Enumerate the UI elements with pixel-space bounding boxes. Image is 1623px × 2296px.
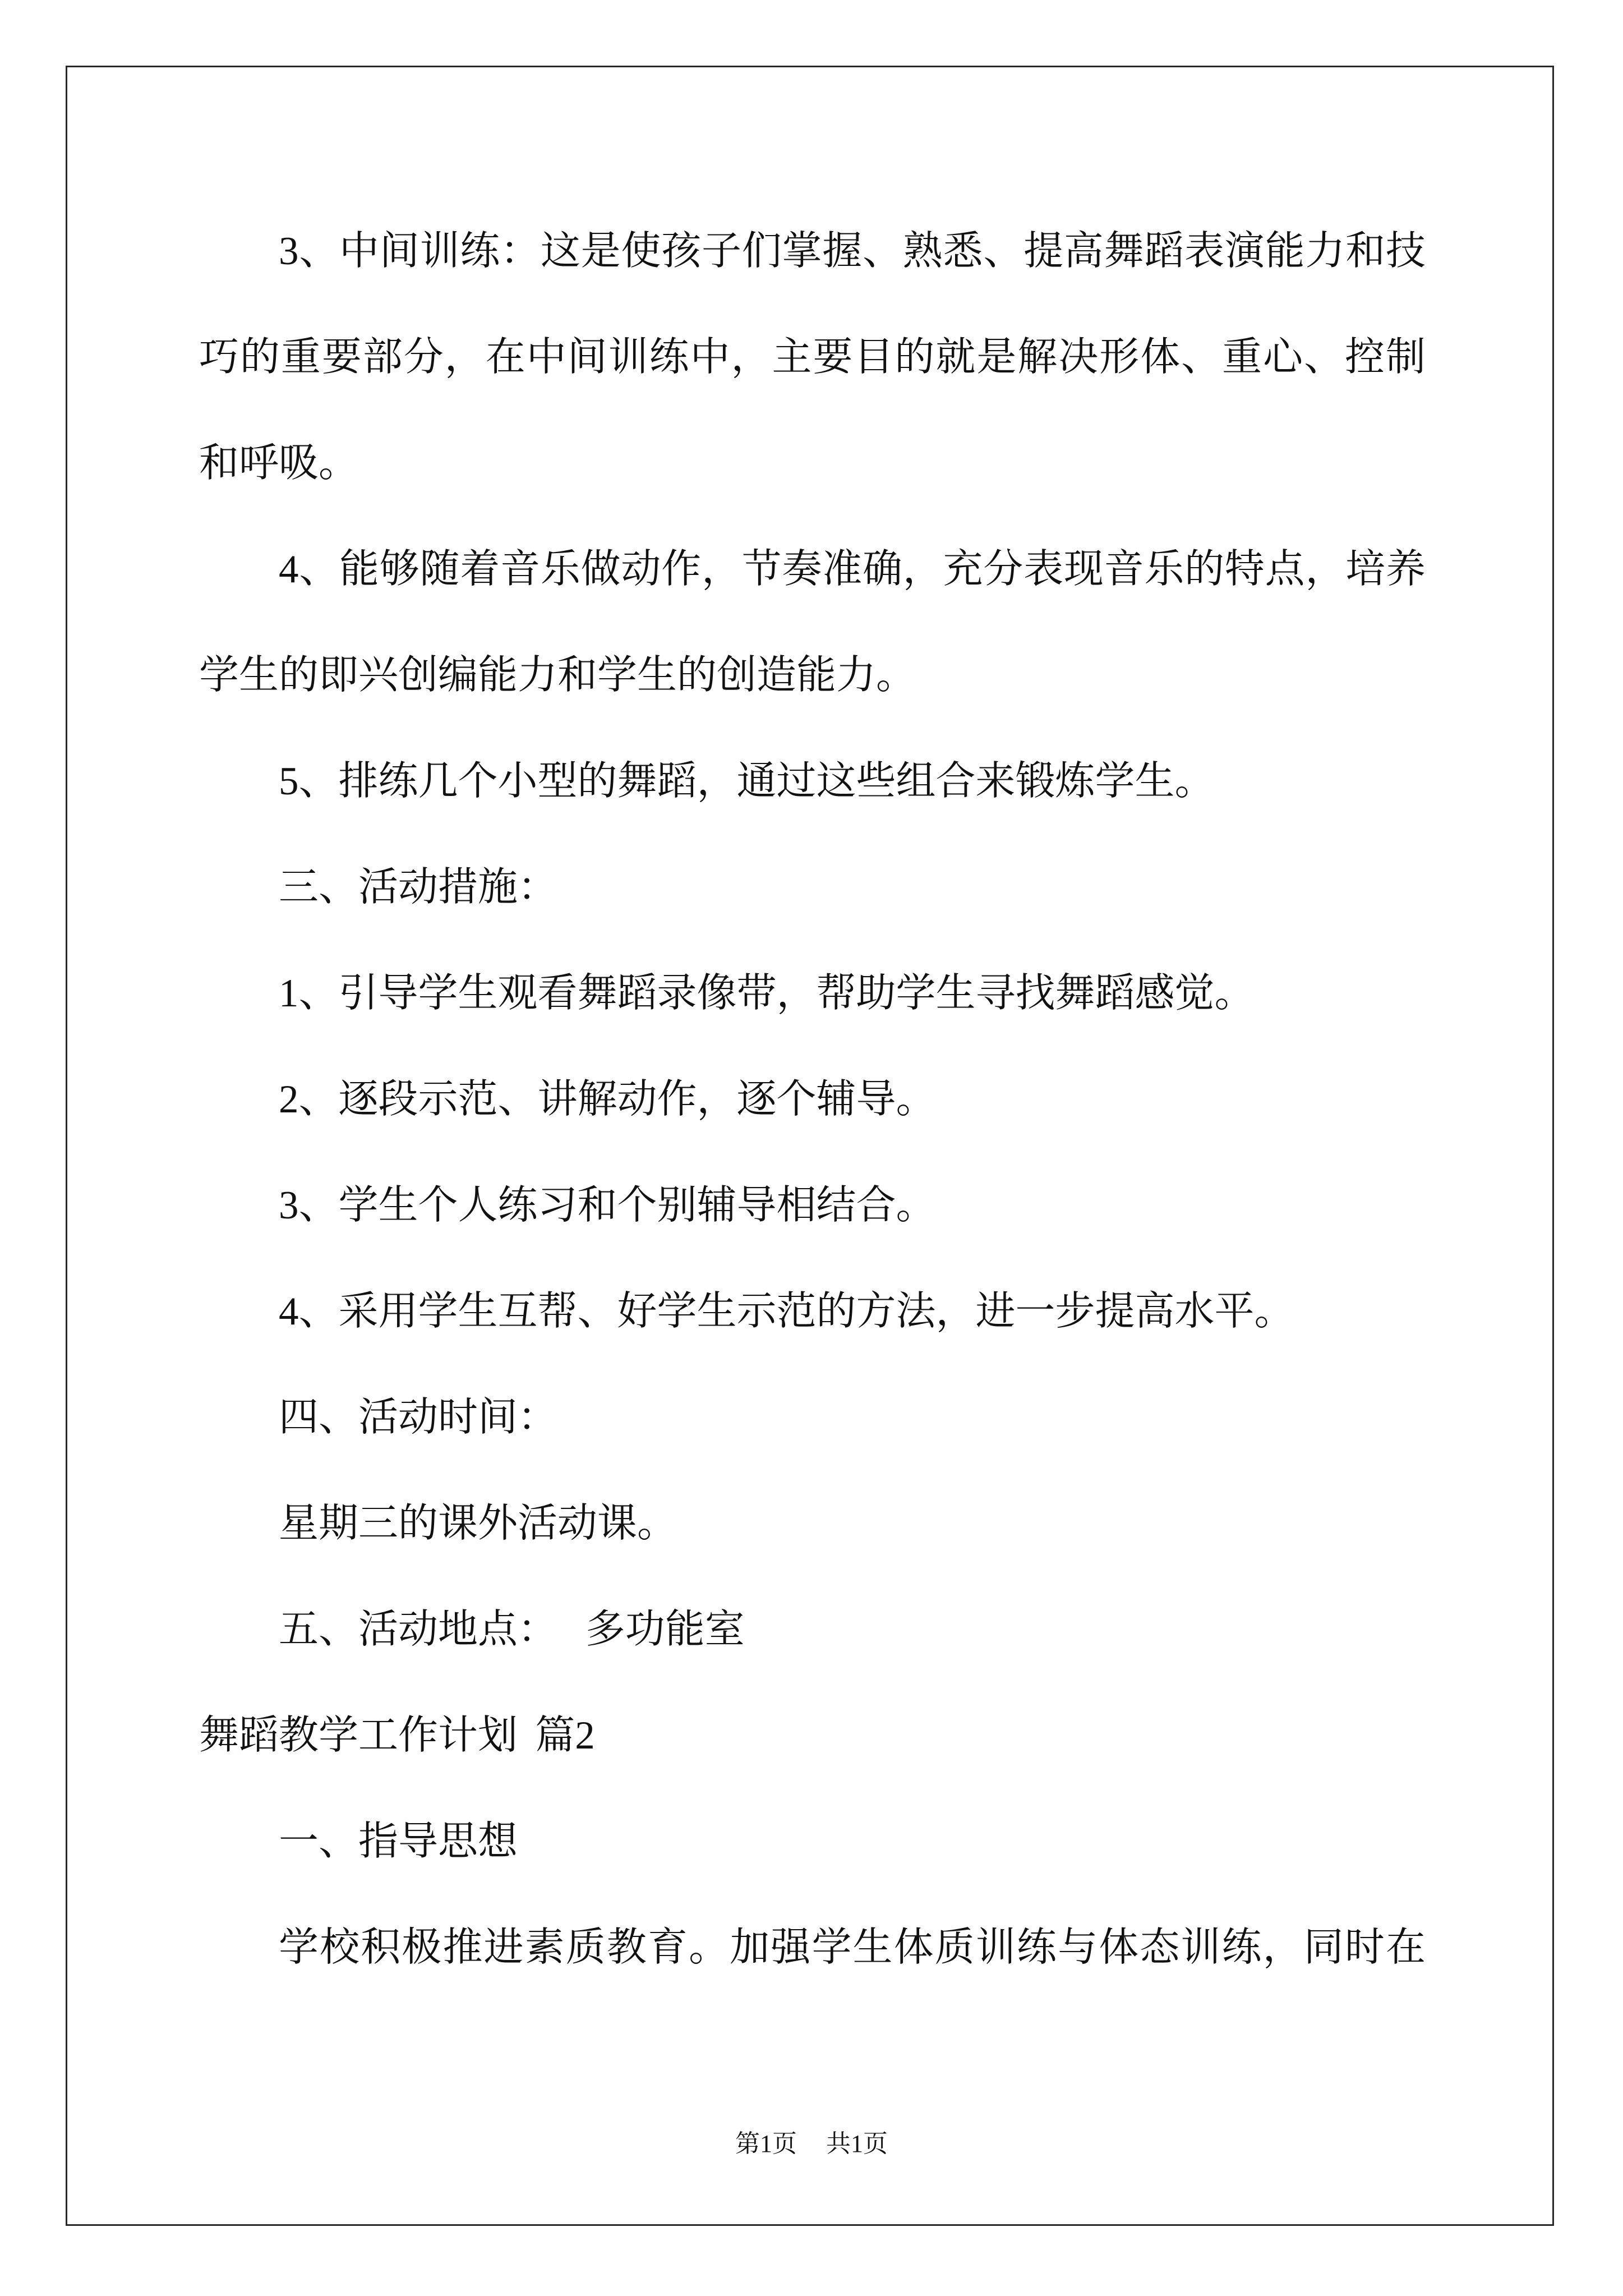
section-title <box>199 1683 1426 1789</box>
section-title-suffix: 篇2 <box>535 1714 595 1757</box>
location-line <box>199 1577 1426 1683</box>
section-heading: 四、活动时间： <box>279 1396 558 1439</box>
paragraph-line: 学生的即兴创编能力和学生的创造能力。 <box>199 654 916 697</box>
paragraph-line: 4、能够随着音乐做动作，节奏准确，充分表现音乐的特点，培养 <box>279 547 1426 591</box>
paragraph-line: 巧的重要部分，在中间训练中，主要目的就是解决形体、重心、控制 <box>199 335 1426 379</box>
list-item: 4、采用学生互帮、好学生示范的方法，进一步提高水平。 <box>279 1290 1294 1333</box>
location-value: 多功能室 <box>585 1608 745 1651</box>
paragraph-line: 学校积极推进素质教育。加强学生体质训练与体态训练，同时在 <box>279 1926 1426 1970</box>
page-number: 第1页 <box>735 2130 797 2157</box>
list-item: 2、逐段示范、讲解动作，逐个辅导。 <box>279 1078 936 1121</box>
section-title-text: 舞蹈教学工作计划 <box>199 1714 518 1757</box>
list-item: 3、学生个人练习和个别辅导相结合。 <box>279 1184 936 1227</box>
section-heading: 三、活动措施： <box>279 866 558 909</box>
paragraph-line: 星期三的课外活动课。 <box>279 1502 677 1545</box>
list-item: 1、引导学生观看舞蹈录像带，帮助学生寻找舞蹈感觉。 <box>279 972 1255 1015</box>
paragraph-line: 和呼吸。 <box>199 441 359 485</box>
page-total: 共1页 <box>826 2130 888 2157</box>
paragraph-line: 5、排练几个小型的舞蹈，通过这些组合来锻炼学生。 <box>279 760 1215 803</box>
location-label: 五、活动地点： <box>279 1608 558 1651</box>
paragraph-line: 3、中间训练：这是使孩子们掌握、熟悉、提高舞蹈表演能力和技 <box>279 229 1426 273</box>
document-body <box>199 199 1426 2001</box>
section-heading: 一、指导思想 <box>279 1820 518 1864</box>
page-footer <box>0 2127 1623 2161</box>
